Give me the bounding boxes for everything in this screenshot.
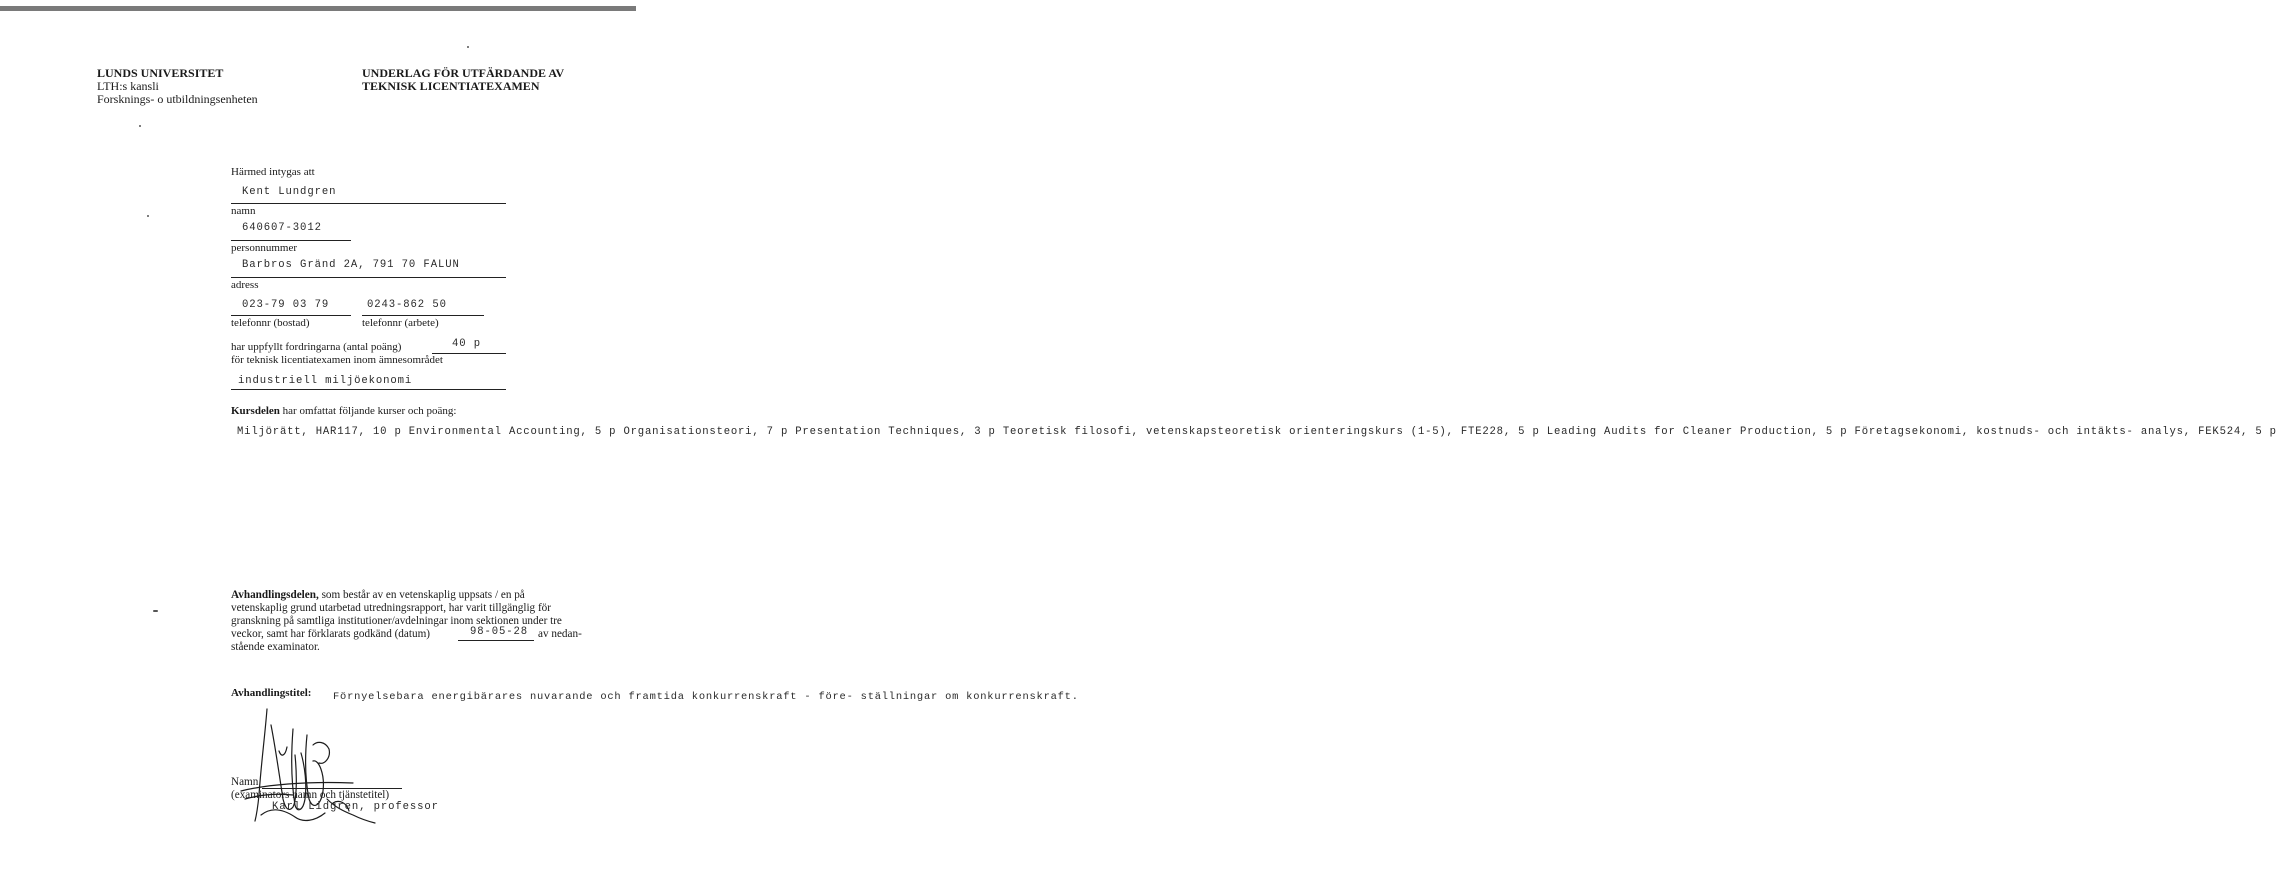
subject-value: industriell miljöekonomi <box>238 375 413 387</box>
phone-home-label: telefonnr (bostad) <box>231 317 310 329</box>
document-title-line2: TEKNISK LICENTIATEXAMEN <box>362 79 540 93</box>
thesis-line2: vetenskaplig grund utarbetad utredningsrapport, har varit tillgänglig för <box>231 602 551 614</box>
phone-work-value: 0243-862 50 <box>367 299 447 311</box>
university-name: LUNDS UNIVERSITET <box>97 66 224 80</box>
thesis-title-label: Avhandlingstitel: <box>231 687 312 699</box>
subject-underline <box>231 389 506 390</box>
document-title-line1: UNDERLAG FÖR UTFÄRDANDE AV <box>362 66 565 80</box>
points-underline <box>432 353 506 354</box>
thesis-heading-bold: Avhandlingsdelen, <box>231 589 319 601</box>
courses-heading-bold: Kursdelen <box>231 405 280 417</box>
approval-date-value: 98-05-28 <box>470 626 529 638</box>
address-value: Barbros Gränd 2A, 791 70 FALUN <box>242 259 460 271</box>
courses-heading <box>231 405 456 417</box>
thesis-line1-rest: som består av en vetenskaplig uppsats / en på <box>318 589 525 601</box>
examiner-name-value: Karl Lidgren, professor <box>272 801 439 813</box>
phone-home-value: 023-79 03 79 <box>242 299 330 311</box>
personnummer-underline <box>231 240 351 241</box>
name-value: Kent Lundgren <box>242 186 337 198</box>
thesis-line5: stående examinator. <box>231 641 320 653</box>
personnummer-value: 640607-3012 <box>242 222 322 234</box>
thesis-line4-start: veckor, samt har förklarats godkänd (datum) <box>231 628 430 640</box>
course-list: Miljörätt, HAR117, 10 p Environmental Accounting, 5 p Organisationsteori, 7 p Presentation Techniques, 3 p Teoretisk filosofi, vetenskapsteoretisk orienteringskurs (1-5), FTE228, 5 p Leading Audits for Cleaner Production, 5 p Företagsekonomi, kostnuds- och intäkts- analys, FEK524, 5 p <box>237 426 2277 438</box>
name-label: namn <box>231 205 256 217</box>
thesis-title-value: Förnyelsebara energibärares nuvarande och framtida konkurrenskraft - före- ställningar om konkurrenskraft. <box>333 691 1079 703</box>
points-value: 40 p <box>452 338 482 350</box>
intro-text: Härmed intygas att <box>231 166 315 178</box>
address-label: adress <box>231 279 259 291</box>
subject-text: för teknisk licentiatexamen inom ämnesområdet <box>231 354 443 366</box>
scan-speck <box>153 610 158 612</box>
address-underline <box>231 277 506 278</box>
examiner-signature <box>235 695 385 835</box>
office-name: LTH:s kansli <box>97 79 159 93</box>
thesis-line3: granskning på samtliga institutioner/avdelningar inom sektionen under tre <box>231 615 562 627</box>
approval-date-underline <box>458 640 534 641</box>
scan-speck <box>467 46 469 48</box>
requirements-text: har uppfyllt fordringarna (antal poäng) <box>231 341 402 353</box>
unit-name: Forsknings- o utbildningsenheten <box>97 92 258 106</box>
phone-work-underline <box>362 315 484 316</box>
scan-speck <box>147 215 149 217</box>
scan-speck <box>139 125 141 127</box>
personnummer-label: personnummer <box>231 242 297 254</box>
courses-heading-rest: har omfattat följande kurser och poäng: <box>279 405 457 417</box>
thesis-line4-end: av nedan- <box>538 628 582 640</box>
phone-work-label: telefonnr (arbete) <box>362 317 439 329</box>
scan-top-edge <box>0 6 636 11</box>
phone-home-underline <box>231 315 351 316</box>
examiner-name-label: Namn <box>231 776 259 788</box>
name-underline <box>231 203 506 204</box>
examiner-title-label: (examinators namn och tjänstetitel) <box>231 789 390 801</box>
thesis-line1 <box>231 589 525 602</box>
